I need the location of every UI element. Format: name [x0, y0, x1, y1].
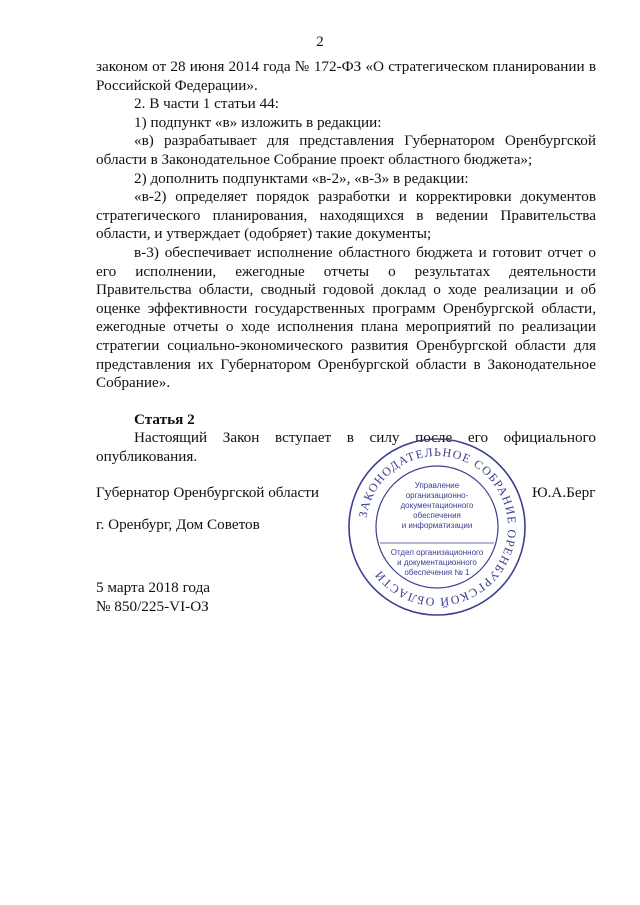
- signature-position: Губернатор Оренбургской области: [96, 484, 319, 501]
- seal-graphic: [346, 436, 528, 618]
- seal-inner-top-line: обеспечения: [413, 511, 461, 520]
- paragraph-sub-2-text-a: «в-2) определяет порядок разработки и корректировки документов стратегического планирования, находящихся в ведении Правительства области, и утверждает (одобряет) такие документы;: [96, 188, 596, 243]
- adoption-date: 5 марта 2018 года: [96, 579, 211, 596]
- paragraph-sub-2: 2) дополнить подпунктами «в-2», «в-3» в редакции:: [134, 169, 469, 187]
- paragraph-continuation: законом от 28 июня 2014 года № 172-ФЗ «О стратегическом планировании в Российской Федерации».: [96, 58, 596, 94]
- seal-inner-bottom-line: и документационного: [397, 558, 477, 567]
- seal-ring-text: ЗАКОНОДАТЕЛЬНОЕ СОБРАНИЕ ОРЕНБУРГСКОЙ ОБЛАСТИ: [355, 444, 520, 610]
- seal-inner-top-line: и информатизации: [401, 521, 473, 530]
- article-2-text: Настоящий Закон вступает в силу после его официального опубликования.: [96, 429, 596, 465]
- page-number: 2: [316, 34, 324, 50]
- spacer: [96, 393, 596, 411]
- seal-inner-bottom-line: Отдел организационного: [390, 548, 484, 557]
- paragraph-item-2: 2. В части 1 статьи 44:: [134, 95, 279, 113]
- article-2-title: Статья 2: [134, 410, 195, 428]
- signature-name: Ю.А.Берг: [532, 484, 596, 501]
- seal-inner-bottom-line: обеспечения № 1: [404, 568, 470, 577]
- signature-place: г. Оренбург, Дом Советов: [96, 516, 260, 533]
- adoption-block: [96, 578, 210, 616]
- adoption-number: № 850/225-VI-ОЗ: [96, 598, 209, 615]
- seal-inner-top-line: Управление: [414, 481, 460, 490]
- official-seal: [346, 436, 528, 618]
- seal-inner-top-line: документационного: [400, 501, 474, 510]
- paragraph-sub-1: 1) подпункт «в» изложить в редакции:: [134, 113, 382, 131]
- document-body: [96, 58, 596, 466]
- paragraph-sub-2-text-b: в-3) обеспечивает исполнение областного бюджета и готовит отчет о его исполнении, ежегодные отчеты о результатах деятельности Правительства области, сводный годовой доклад о ходе реализации и об оценке эффективности государственных программ Оренбургской области, ежегодные отчеты о ходе исполнения плана мероприятий по реализации стратегии социально-экономического развития Оренбургской области для представления их Губернатором Оренбургской области в Законодательное Собрание».: [96, 243, 596, 392]
- paragraph-sub-1-text: «в) разрабатывает для представления Губернатором Оренбургской области в Законодательное Собрание проект областного бюджета»;: [96, 132, 596, 168]
- seal-inner-top-line: организационно-: [405, 491, 469, 500]
